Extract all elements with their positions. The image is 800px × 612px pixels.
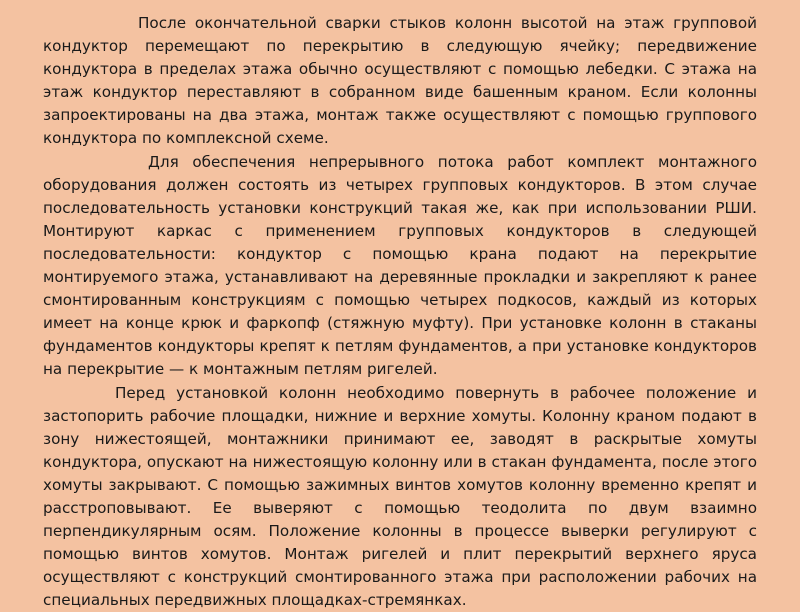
paragraph-2: Для обеспечения непрерывного потока работ комплект монтажного оборудования должен состоять из четырех групповых кондукторов. В этом случае последовательность установки конструкций такая же, как при использовании РШИ. Монтируют каркас с применением групповых кондукторов в следующей последовательности: кондуктор с помощью крана подают на перекрытие монтируемого этажа, устанавливают на деревянные прокладки и закрепляют к ранее смонтированным конструкциям с помощью четырех подкосов, каждый из которых имеет на конце крюк и фаркопф (стяжную муфту). При установке колонн в стаканы фундаментов кондукторы крепят к петлям фундаментов, а при установке кондукторов на перекрытие — к монтажным петлям ригелей. bbox=[43, 151, 757, 382]
paragraph-3: Перед установкой колонн необходимо повернуть в рабочее положение и застопорить рабочие площадки, нижние и верхние хомуты. Колонну краном подают в зону нижестоящей, монтажники принимают ее, заводят в раскрытые хомуты кондуктора, опускают на нижестоящую колонну или в стакан фундамента, после этого хомуты закрывают. С помощью зажимных винтов хомутов колонну временно крепят и расстроповывают. Ее выверяют с помощью теодолита по двум взаимно перпендикулярным осям. Положение колонны в процессе выверки регулируют с помощью винтов хомутов. Монтаж ригелей и плит перекрытий верхнего яруса осуществляют с конструкций смонтированного этажа при расположении рабочих на специальных передвижных площадках-стремянках. bbox=[43, 382, 757, 612]
body-text bbox=[43, 12, 757, 612]
paragraph-1: После окончательной сварки стыков колонн высотой на этаж групповой кондуктор перемещают по перекрытию в следующую ячейку; передвижение кондуктора в пределах этажа обычно осуществляют с помощью лебедки. С этажа на этаж кондуктор переставляют в собранном виде башенным краном. Если колонны запроектированы на два этажа, монтаж также осуществляют с помощью группового кондуктора по комплексной схеме. bbox=[43, 12, 757, 151]
